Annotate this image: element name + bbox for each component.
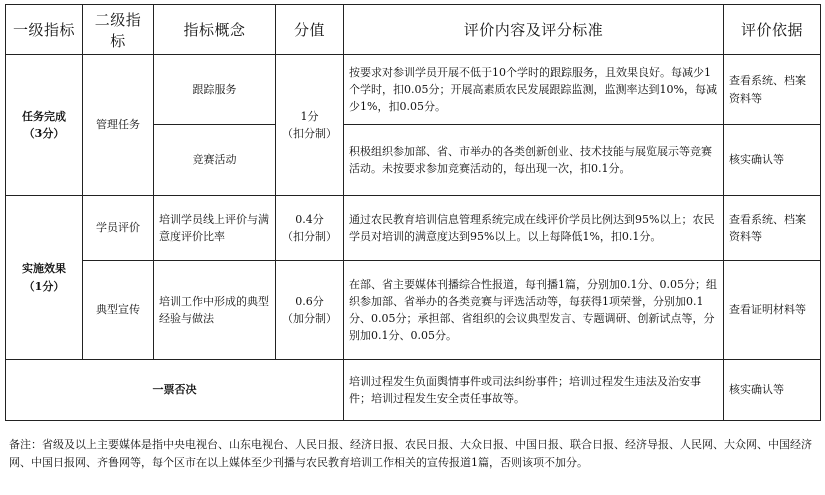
concept-cell: 培训工作中形成的典型经验与做法 [154, 261, 276, 360]
header-level1: 一级指标 [6, 5, 83, 55]
header-row [6, 5, 821, 55]
header-level2: 二级指标 [83, 5, 154, 55]
footnote: 备注：省级及以上主要媒体是指中央电视台、山东电视台、人民日报、经济日报、农民日报、大众日报、中国日报、联合日报、经济导报、人民网、大众网、中国经济网、中国日报网、齐鲁网等，每个区市在以上媒体至少刊播与农民教育培训工作相关的宣传报道1篇，否则该项不加分。 [9, 438, 812, 469]
level1-task-completion: 任务完成 （3分） [6, 55, 83, 196]
basis-cell: 查看证明材料等 [724, 261, 821, 360]
content-cell: 积极组织参加部、省、市举办的各类创新创业、技术技能与展览展示等竞赛活动。未按要求参加竞赛活动的，每出现一次，扣0.1分。 [344, 125, 724, 196]
concept-cell: 培训学员线上评价与满意度评价比率 [154, 196, 276, 261]
content-cell: 培训过程发生负面舆情事件或司法纠纷事件；培训过程发生违法及治安事件；培训过程发生安全责任事故等。 [344, 360, 724, 421]
table-row [6, 196, 821, 261]
header-score: 分值 [276, 5, 344, 55]
score-cell: 0.4分 （扣分制） [276, 196, 344, 261]
score-cell: 0.6分 （加分制） [276, 261, 344, 360]
content-cell: 在部、省主要媒体刊播综合性报道，每刊播1篇，分别加0.1分、0.05分；组织参加部、省举办的各类竞赛与评选活动等，每获得1项荣誉，分别加0.1分、0.05分；承担部、省组织的会议典型发言、专题调研、创新试点等，分别加0.1分、0.05分。 [344, 261, 724, 360]
basis-cell: 查看系统、档案资料等 [724, 196, 821, 261]
table-row [6, 55, 821, 125]
concept-cell: 竞赛活动 [154, 125, 276, 196]
basis-cell: 查看系统、档案资料等 [724, 55, 821, 125]
level2-management: 管理任务 [83, 55, 154, 196]
level2-cell: 典型宣传 [83, 261, 154, 360]
header-concept: 指标概念 [154, 5, 276, 55]
veto-row [6, 360, 821, 421]
header-content: 评价内容及评分标准 [344, 5, 724, 55]
header-basis: 评价依据 [724, 5, 821, 55]
concept-cell: 跟踪服务 [154, 55, 276, 125]
level2-cell: 学员评价 [83, 196, 154, 261]
basis-cell: 核实确认等 [724, 125, 821, 196]
content-cell: 通过农民教育培训信息管理系统完成在线评价学员比例达到95%以上；农民学员对培训的满意度达到95%以上。以上每降低1%，扣0.1分。 [344, 196, 724, 261]
table-row [6, 261, 821, 360]
veto-label: 一票否决 [6, 360, 344, 421]
score-cell: 1分 （扣分制） [276, 55, 344, 196]
evaluation-table [5, 4, 821, 421]
basis-cell: 核实确认等 [724, 360, 821, 421]
content-cell: 按要求对参训学员开展不低于10个学时的跟踪服务，且效果良好。每减少1个学时，扣0.05分；开展高素质农民发展跟踪监测，监测率达到10%，每减少1%，扣0.05分。 [344, 55, 724, 125]
level1-implementation-effect: 实施效果 （1分） [6, 196, 83, 360]
